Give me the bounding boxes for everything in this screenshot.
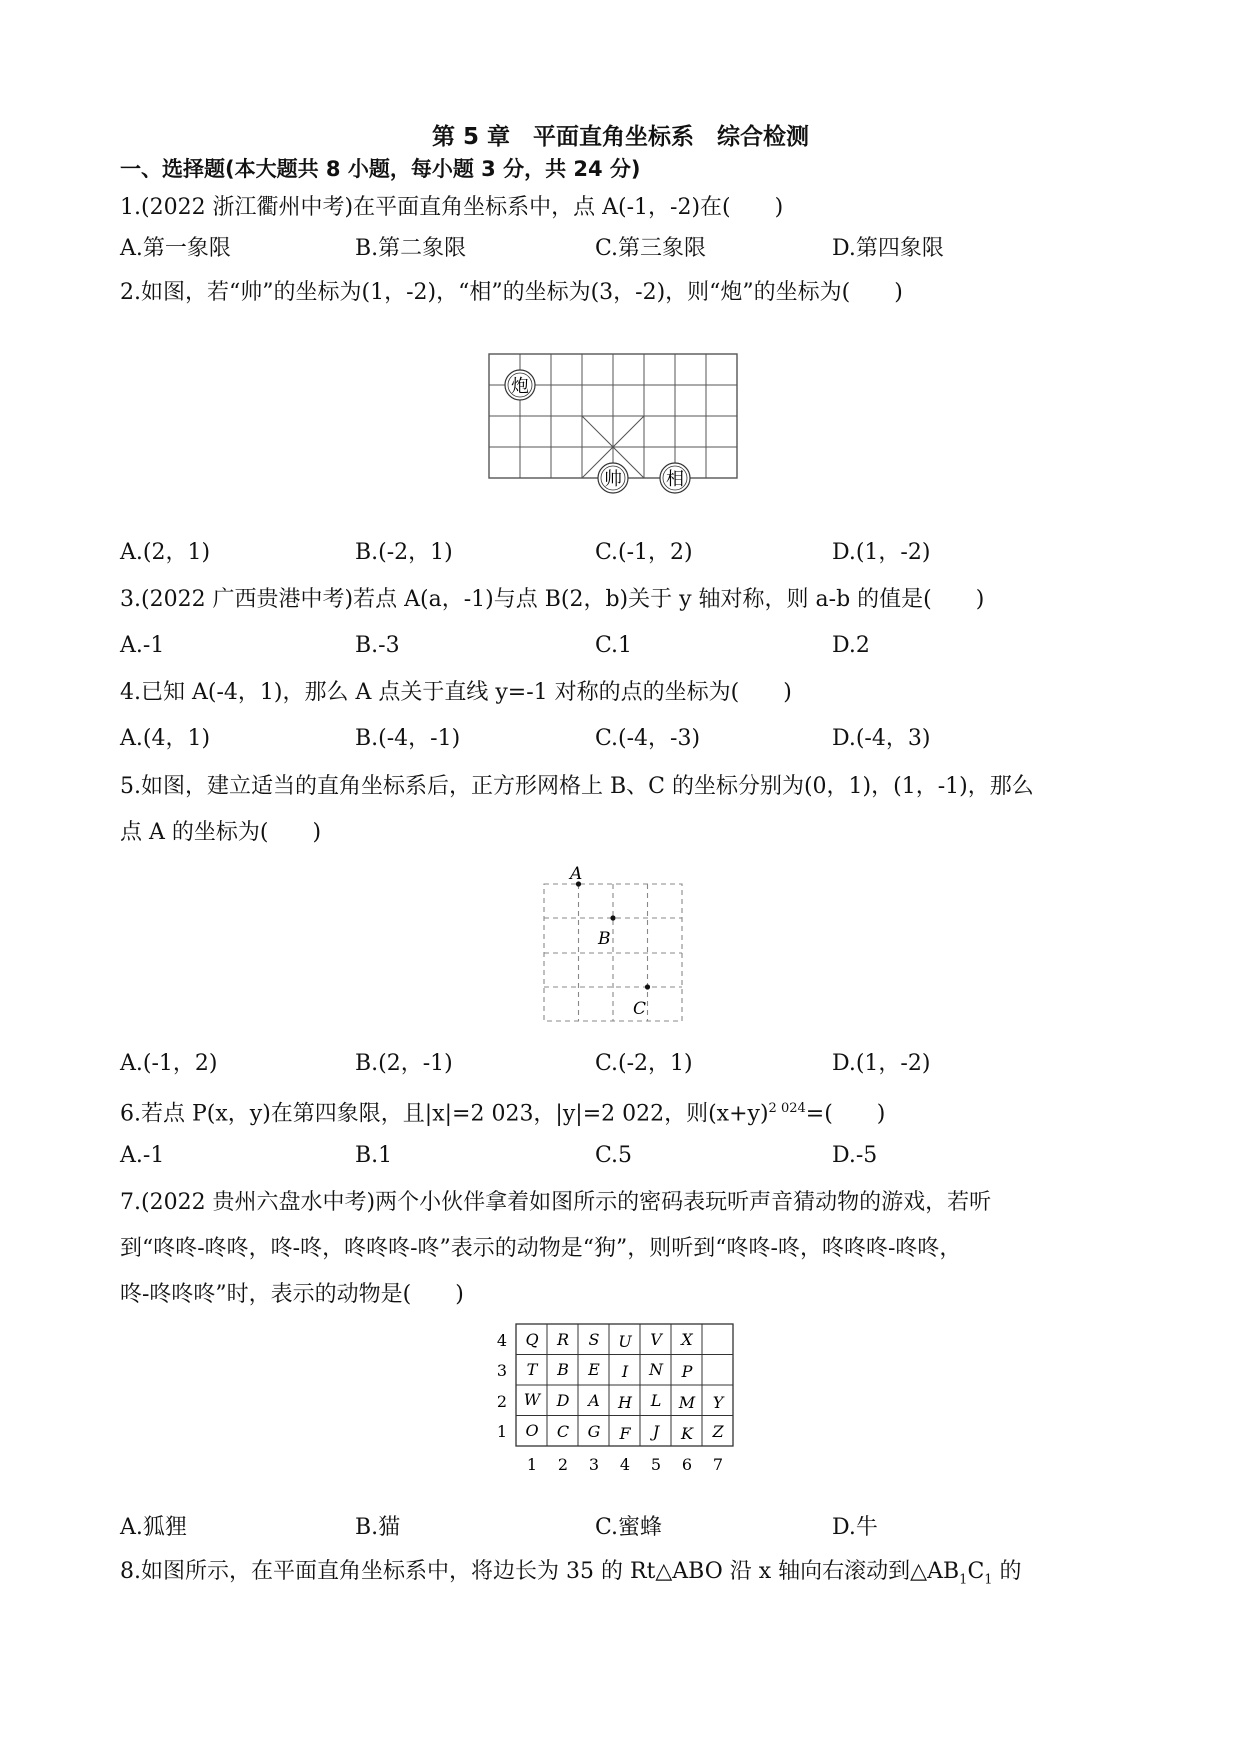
q6-exponent: 2 024 <box>768 1101 806 1116</box>
question-5-stem-cont: 点 A 的坐标为( ) <box>120 820 322 845</box>
col-label-7: 7 <box>712 1455 724 1474</box>
question-5-stem: 5.如图，建立适当的直角坐标系后，正方形网格上 B、C 的坐标分别为(0，1)，(1，-1)，那么 <box>120 774 1034 799</box>
cell-r1-c5: J <box>652 1422 660 1441</box>
cell-r1-c3: G <box>587 1422 601 1441</box>
cell-r1-c4: F <box>619 1424 631 1443</box>
cell-r2-c2: D <box>556 1391 570 1410</box>
cell-r2-c4: H <box>618 1393 632 1412</box>
col-label-5: 5 <box>650 1455 662 1474</box>
q1-option-b: B.第二象限 <box>355 236 467 261</box>
q7-option-b: B.猫 <box>355 1515 401 1540</box>
cell-r2-c6: M <box>678 1393 696 1412</box>
q7-option-a: A.狐狸 <box>120 1515 187 1540</box>
cell-r3-c6: P <box>681 1362 693 1381</box>
question-8-stem <box>120 1557 1022 1595</box>
col-label-6: 6 <box>681 1455 693 1474</box>
q2-option-c: C.(-1，2) <box>595 540 693 565</box>
question-4-stem: 4.已知 A(-4，1)，那么 A 点关于直线 y=-1 对称的点的坐标为( ) <box>120 680 792 705</box>
q6-option-a: A.-1 <box>120 1143 165 1168</box>
point-b-label: B <box>598 929 611 949</box>
cell-r2-c7: Y <box>712 1393 724 1412</box>
question-6-stem <box>120 1094 885 1129</box>
q3-option-d: D.2 <box>832 633 870 658</box>
q3-option-b: B.-3 <box>355 633 400 658</box>
cell-r4-c6: X <box>681 1330 693 1349</box>
cipher-table-figure <box>490 1320 750 1482</box>
q4-option-c: C.(-4，-3) <box>595 726 701 751</box>
q6-option-b: B.1 <box>355 1143 393 1168</box>
general-label: 帅 <box>604 469 622 490</box>
q4-option-a: A.(4，1) <box>120 726 211 751</box>
col-label-1: 1 <box>526 1455 538 1474</box>
question-1-stem: 1.(2022 浙江衢州中考)在平面直角坐标系中，点 A(-1，-2)在( ) <box>120 195 784 220</box>
row-label-1: 1 <box>496 1422 508 1441</box>
cell-r1-c7: Z <box>712 1422 724 1441</box>
q6-stem-end: =( ) <box>805 1101 886 1127</box>
q1-option-c: C.第三象限 <box>595 236 707 261</box>
cell-r3-c5: N <box>649 1360 663 1379</box>
q4-option-d: D.(-4，3) <box>832 726 931 751</box>
q2-option-d: D.(1，-2) <box>832 540 931 565</box>
cell-r1-c1: O <box>525 1421 539 1440</box>
q5-option-a: A.(-1，2) <box>120 1051 218 1076</box>
cell-r4-c1: Q <box>525 1330 539 1349</box>
question-7-stem: 7.(2022 贵州六盘水中考)两个小伙伴拿着如图所示的密码表玩听声音猜动物的游戏，若听 <box>120 1190 992 1215</box>
cell-r2-c5: L <box>650 1391 662 1410</box>
question-2-stem: 2.如图，若“帅”的坐标为(1，-2)，“相”的坐标为(3，-2)，则“炮”的坐标为( ) <box>120 280 903 305</box>
cell-r3-c2: B <box>557 1360 569 1379</box>
cell-r4-c4: U <box>618 1332 632 1351</box>
general-piece <box>598 463 628 493</box>
q8-sub-2: 1 <box>984 1572 993 1588</box>
q6-option-c: C.5 <box>595 1143 633 1168</box>
section-heading: 一、选择题(本大题共 8 小题，每小题 3 分，共 24 分) <box>120 157 641 181</box>
col-label-2: 2 <box>557 1455 569 1474</box>
cell-r4-c2: R <box>556 1330 570 1349</box>
q7-option-d: D.牛 <box>832 1515 878 1540</box>
q5-option-b: B.(2，-1) <box>355 1051 453 1076</box>
q8-stem-mid: C <box>967 1559 985 1584</box>
q2-option-a: A.(2，1) <box>120 540 211 565</box>
q3-option-c: C.1 <box>595 633 633 658</box>
cell-r3-c4: I <box>621 1362 629 1381</box>
q1-option-a: A.第一象限 <box>120 236 231 261</box>
col-label-4: 4 <box>619 1455 631 1474</box>
page-title: 第 5 章 平面直角坐标系 综合检测 <box>431 124 810 150</box>
row-label-4: 4 <box>496 1331 508 1350</box>
cell-r1-c6: K <box>681 1424 693 1443</box>
q8-sub-1: 1 <box>959 1572 968 1588</box>
point-a-label: A <box>570 864 583 884</box>
q2-option-b: B.(-2，1) <box>355 540 453 565</box>
minister-label: 相 <box>666 469 684 490</box>
row-label-2: 2 <box>496 1392 508 1411</box>
cell-r4-c5: V <box>650 1330 662 1349</box>
point-c-label: C <box>633 999 647 1019</box>
cell-r3-c1: T <box>526 1360 538 1379</box>
q1-option-d: D.第四象限 <box>832 236 944 261</box>
chess-board-figure <box>484 346 746 502</box>
q6-option-d: D.-5 <box>832 1143 878 1168</box>
q7-option-c: C.蜜蜂 <box>595 1515 663 1540</box>
cell-r3-c3: E <box>588 1360 600 1379</box>
cannon-piece <box>505 370 535 400</box>
cell-r4-c3: S <box>588 1330 600 1349</box>
cell-r2-c3: A <box>588 1391 600 1410</box>
question-3-stem: 3.(2022 广西贵港中考)若点 A(a，-1)与点 B(2，b)关于 y 轴对称，则 a-b 的值是( ) <box>120 587 985 612</box>
question-7-stem-cont2: 咚-咚咚咚”时，表示的动物是( ) <box>120 1282 464 1307</box>
question-7-stem-cont: 到“咚咚-咚咚，咚-咚，咚咚咚-咚”表示的动物是“狗”，则听到“咚咚-咚，咚咚咚-咚咚， <box>120 1236 962 1261</box>
cell-r2-c1: W <box>523 1390 541 1409</box>
q3-option-a: A.-1 <box>120 633 165 658</box>
minister-piece <box>660 463 690 493</box>
q8-stem-end: 的 <box>992 1559 1022 1584</box>
cannon-label: 炮 <box>511 376 529 397</box>
square-grid-figure <box>540 862 690 1027</box>
q6-stem-main: 6.若点 P(x，y)在第四象限，且|x|=2 023，|y|=2 022，则(x+y) <box>120 1101 769 1127</box>
q5-option-d: D.(1，-2) <box>832 1051 931 1076</box>
cell-r1-c2: C <box>556 1422 570 1441</box>
col-label-3: 3 <box>588 1455 600 1474</box>
q5-option-c: C.(-2，1) <box>595 1051 693 1076</box>
q4-option-b: B.(-4，-1) <box>355 726 461 751</box>
q8-stem-main: 8.如图所示，在平面直角坐标系中，将边长为 35 的 Rt△ABO 沿 x 轴向右滚动到△AB <box>120 1559 960 1584</box>
row-label-3: 3 <box>496 1361 508 1380</box>
